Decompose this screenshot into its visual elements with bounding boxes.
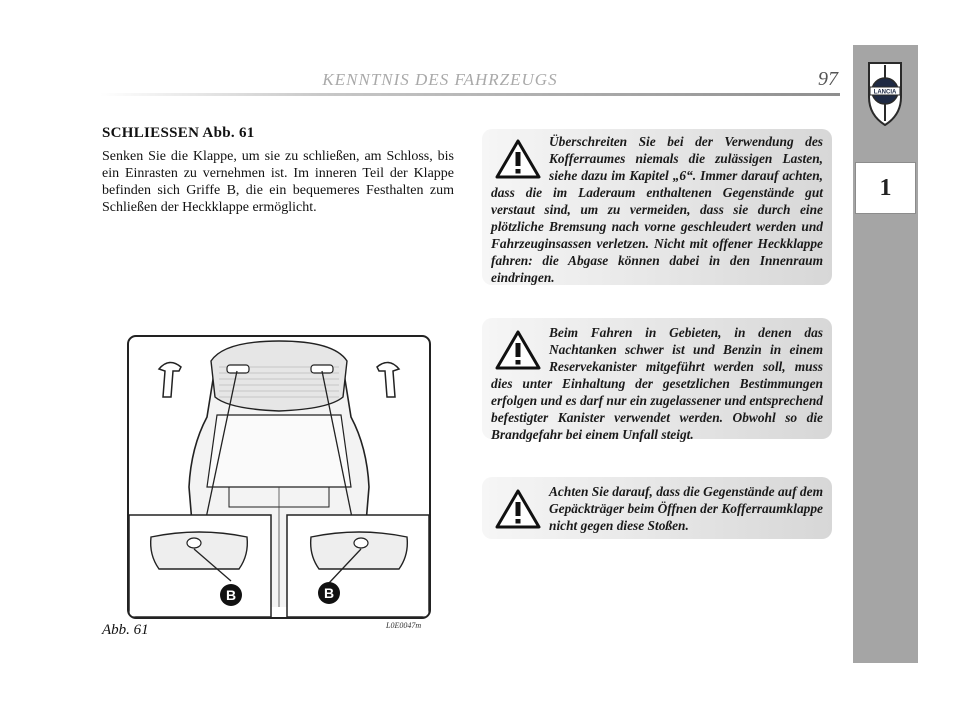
callout-b-left: B <box>225 587 237 603</box>
warning-box-fuel <box>482 318 832 442</box>
trunk-illustration <box>129 337 429 617</box>
figure-caption: Abb. 61 <box>102 622 149 638</box>
warning-triangle-icon <box>495 489 541 529</box>
callout-b-right: B <box>323 585 335 601</box>
section-heading: SCHLIESSEN Abb. 61 <box>102 125 255 141</box>
header-title: KENNTNIS DES FAHRZEUGS <box>322 70 558 89</box>
section-body: Senken Sie die Klappe, um sie zu schließen, am Schloss, bis ein Einrasten zu vernehmen ist. Im inneren Teil der Klappe befinden sich Griffe B, die ein bequemeres Festhalten zum Schließen der Heckklappe ermöglicht. <box>102 149 454 215</box>
warning-box-load <box>482 129 832 285</box>
warning-triangle-icon <box>495 330 541 370</box>
page-header <box>100 60 840 100</box>
logo-lettering: LANCIA <box>873 89 897 96</box>
chapter-tab[interactable]: 1 <box>855 162 916 214</box>
warning-box-roofrack <box>482 477 832 539</box>
lancia-logo-icon <box>861 57 909 129</box>
header-rule <box>100 93 840 96</box>
chapter-sidebar <box>853 45 918 663</box>
figure-trunk-closing <box>127 335 431 619</box>
figure-code: L0E0047m <box>386 621 422 630</box>
warning-text-fuel: Beim Fahren in Gebieten, in denen das Nachtanken schwer ist und Benzin in einem Reservekanister mitgeführt werden soll, muss dies unter Einhaltung der gesetzlichen Bestimmungen erfolgen und es darf nur ein zugelassener und entsprechend befestigter Kanister verwendet werden. Obwohl so die Brandgefahr bei einem Unfall steigt. <box>491 325 823 442</box>
warning-text-load: Überschreiten Sie bei der Verwendung des Kofferraumes niemals die zulässigen Lasten, siehe dazu im Kapitel „6“. Immer darauf achten, dass die im Laderaum enthaltenen Gegenstände gut verstaut sind, um zu vermeiden, dass sie durch eine plötzliche Bremsung nach vorne geschleudert werden und Fahrzeuginsassen verletzen. Nicht mit offener Heckklappe fahren: die Abgase können dabei in den Innenraum eindringen. <box>491 134 823 285</box>
warning-triangle-icon <box>495 139 541 179</box>
page-number: 97 <box>818 68 838 90</box>
warning-text-roofrack: Achten Sie darauf, dass die Gegenstände auf dem Gepäckträger beim Öffnen der Kofferraumklappe nicht gegen diese Stoßen. <box>549 484 823 533</box>
